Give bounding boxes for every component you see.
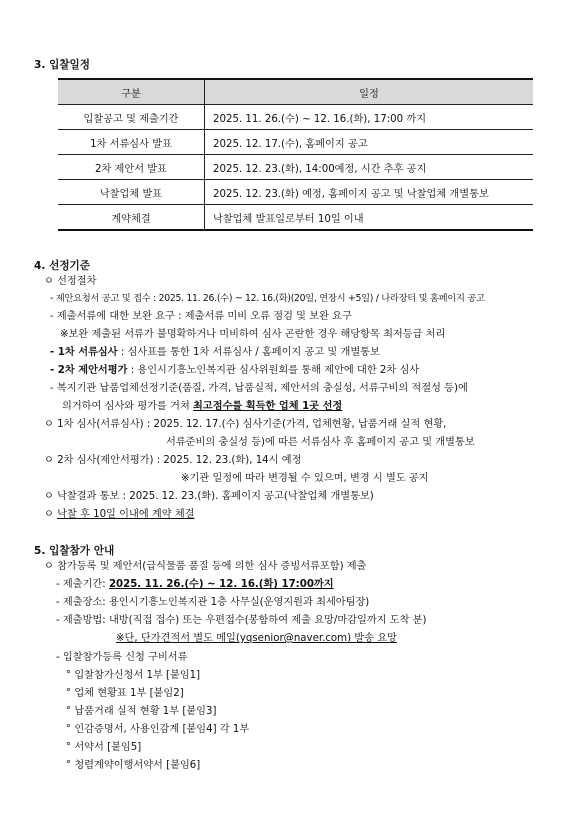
first-review-label: - 1차 서류심사 [50,347,118,358]
header-category: 구분 [58,79,205,105]
supplement-note: ※보완 제출된 서류가 불명확하거나 미비하여 심사 곤란한 경우 해당항목 최저등급 처리 [60,329,446,340]
submission-place: - 제출장소: 용인시기흥노인복지관 1층 사무실(운영지원과 최세아팀장) [56,597,370,608]
second-review-schedule: ㅇ 2차 심사(제안서평가) : 2025. 12. 23.(화), 14시 예정 [44,455,302,466]
contract-line [44,508,195,522]
supplement-request-line: - 제출서류에 대한 보완 요구 : 제출서류 미비 오류 점검 및 보완 요구 [50,311,352,322]
second-review-label: - 2차 제안서평가 [50,365,128,376]
doc-item: ° 서약서 [붙임5] [66,742,142,753]
submission-period [56,578,334,592]
submission-period-value: 2025. 11. 26.(수) ~ 12. 16.(화) 17:00까지 [108,579,334,590]
row-value: 2025. 12. 23.(화) 예정, 홈페이지 공고 및 낙찰업체 개별통보 [205,180,534,205]
required-docs-heading: - 입찰참가등록 신청 구비서류 [56,652,188,663]
row-value: 2025. 12. 23.(화), 14:00예정, 시간 추후 공지 [205,155,534,180]
winner-highlight: 최고점수를 획득한 업체 1곳 선정 [193,401,343,412]
first-review-desc: : 심사표를 통한 1차 서류심사 / 홈페이지 공고 및 개별통보 [117,347,380,358]
first-review-schedule-cont: 서류준비의 충실성 등)에 따른 서류심사 후 홈페이지 공고 및 개별통보 [166,437,475,448]
bullet: ㅇ [44,509,58,520]
proposal-notice-line: - 제안요청서 공고 및 접수 : 2025. 11. 26.(수) ~ 12. 16.(화)(20일, 연장시 +5일) / 나라장터 및 홈페이지 공고 [50,293,485,304]
submission-period-label: - 제출기간: [56,579,109,590]
doc-item: ° 입찰참가신청서 1부 [붙임1] [66,670,201,681]
criteria-text: 의거하여 심사와 평가를 거쳐 [62,401,194,412]
selection-process-heading: ㅇ 선정절차 [44,276,97,287]
row-label: 계약체결 [58,205,205,231]
doc-item: ° 납품거래 실적 현황 1부 [붙임3] [66,706,217,717]
table-row [58,130,533,155]
doc-item: ° 인감증명서, 사용인감계 [붙임4] 각 1부 [66,724,250,735]
doc-item: ° 청렴계약이행서약서 [붙임6] [66,760,201,771]
doc-item: ° 업체 현황표 1부 [붙임2] [66,688,184,699]
row-label: 입찰공고 및 제출기간 [58,105,205,130]
criteria-line-cont [62,400,342,414]
table-row [58,180,533,205]
first-review-line [50,346,380,360]
first-review-schedule: ㅇ 1차 심사(서류심사) : 2025. 12. 17.(수) 심사기준(가격, 업체현황, 납품거래 실적 현황, [44,419,447,430]
second-review-line [50,364,419,378]
result-notice-line: ㅇ 낙찰결과 통보 : 2025. 12. 23.(화). 홈페이지 공고(낙찰업체 개별통보) [44,491,374,502]
table-row [58,155,533,180]
section3-title: 3. 입찰일정 [34,59,91,71]
schedule-table [58,78,533,231]
section5-title: 5. 입찰참가 안내 [34,545,115,557]
schedule-change-note: ※기관 일정에 따라 변경될 수 있으며, 변경 시 별도 공지 [181,473,429,484]
header-schedule: 일정 [205,79,534,105]
table-header-row [58,79,533,105]
row-label: 1차 서류심사 발표 [58,130,205,155]
row-value: 2025. 11. 26.(수) ~ 12. 16.(화), 17:00 까지 [205,105,534,130]
row-label: 2차 제안서 발표 [58,155,205,180]
submission-heading: ㅇ 참가등록 및 제안서(급식물품 품질 등에 의한 심사 증빙서류포함) 제출 [44,561,367,572]
row-value: 2025. 12. 17.(수), 홈페이지 공고 [205,130,534,155]
submission-method: - 제출방법: 내방(직접 접수) 또는 우편접수(봉함하여 제출 요망/마감일까지 도착 분) [56,615,427,626]
contract-deadline: 낙찰 후 10일 이내에 계약 체결 [57,509,195,520]
table-row [58,105,533,130]
email-note: ※단, 단가견적서 별도 메일(yqsenior@naver.com) 발송 요망 [116,633,397,644]
second-review-desc: : 용인시기흥노인복지관 심사위원회를 통해 제안에 대한 2차 심사 [127,365,420,376]
row-value: 낙찰업체 발표일로부터 10일 이내 [205,205,534,231]
row-label: 낙찰업체 발표 [58,180,205,205]
section4-title: 4. 선정기준 [34,260,91,272]
criteria-line: - 복지기관 납품업체선정기준(품질, 가격, 납품실적, 제안서의 충실성, 서류구비의 적절성 등)에 [50,383,468,394]
table-row [58,205,533,231]
